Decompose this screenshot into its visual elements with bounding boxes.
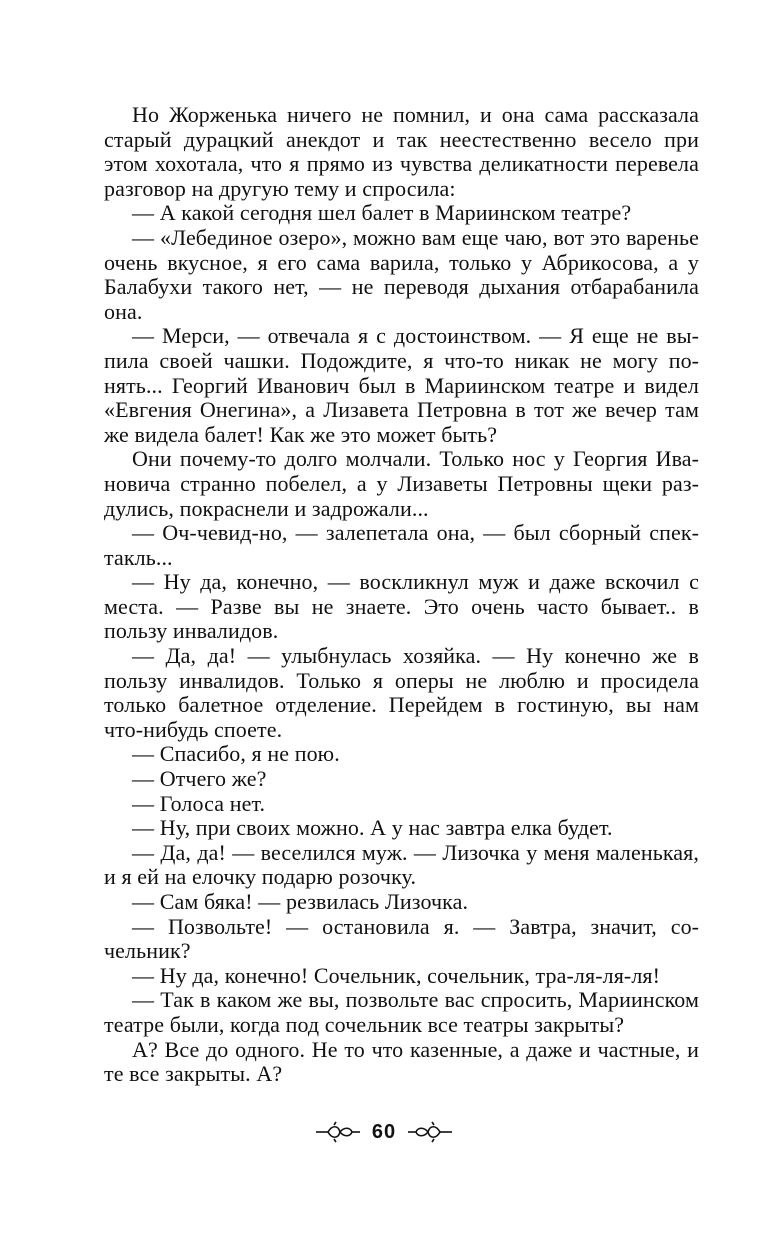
paragraph: — Ну да, конечно! Сочельник, сочельник, тра-ля-ля-ля! bbox=[132, 962, 661, 988]
paragraph: — Отчего же? bbox=[132, 766, 267, 792]
paragraph: — Мерси, — отвечала я с достоинством. — Я еще не выпила своей чашки. Подождите, я что-то никак не могу понять... Георгий Иванович был в Мариинском театре и видел «Евгения Онегина», а Лизавета Петровна в тот же вечер там же видела балет! Как же это может быть? bbox=[104, 323, 699, 447]
paragraph: — Голоса нет. bbox=[132, 790, 266, 816]
right-ornament-icon bbox=[406, 1121, 454, 1143]
paragraph: Они почему-то долго молчали. Только нос у Георгия Ивановича странно побелел, а у Лизаветы Петровны щеки раздулись, покраснели и задрожали... bbox=[104, 446, 699, 521]
paragraph: — Ну, при своих можно. А у нас завтра елка будет. bbox=[132, 815, 613, 841]
paragraph: — Да, да! — веселился муж. — Лизочка у меня маленькая, и я ей на елочку подарю розочку. bbox=[104, 839, 699, 890]
paragraph: — Да, да! — улыбнулась хозяйка. — Ну конечно же в пользу инвалидов. Только я оперы не люблю и просидела только балетное отделение. Перейдем в гостиную, вы нам что-нибудь споете. bbox=[104, 643, 699, 742]
left-ornament-icon bbox=[314, 1121, 362, 1143]
paragraph: — А какой сегодня шел балет в Мариинском театре? bbox=[132, 200, 632, 226]
paragraph: — Спасибо, я не пою. bbox=[132, 741, 340, 767]
paragraph: Но Жорженька ничего не помнил, и она сама рассказала старый дурацкий анекдот и так неестественно весело при этом хохотала, что я прямо из чувства деликатности перевела разговор на другую тему и спросила: bbox=[104, 102, 699, 201]
paragraph: — Позвольте! — остановила я. — Завтра, значит, сочельник? bbox=[104, 913, 699, 964]
page-body-text bbox=[104, 103, 699, 1087]
paragraph: — Сам бяка! — резвилась Лизочка. bbox=[132, 889, 469, 914]
paragraph: — Оч-чевид-но, — залепетала она, — был сборный спектакль... bbox=[104, 520, 699, 570]
paragraph: — «Лебединое озеро», можно вам еще чаю, вот это варенье очень вкусное, я его сама варила, только у Абрикосова, а у Балабухи такого нет, — не переводя дыхания отбарабaнила она. bbox=[104, 224, 699, 324]
paragraph: — Ну да, конечно, — воскликнул муж и даже вскочил с места. — Разве вы не знаете. Это очень часто бывает.. в пользу инвалидов. bbox=[104, 569, 699, 644]
paragraph: — Так в каком же вы, позвольте вас спросить, Мариинском театре были, когда под сочельник все театры закрыты? bbox=[104, 987, 699, 1037]
paragraph: А? Все до одного. Не то что казенные, а даже и частные, и те все закрыты. А? bbox=[104, 1036, 699, 1087]
page-footer bbox=[0, 1117, 768, 1147]
page-number: 60 bbox=[371, 1120, 397, 1143]
